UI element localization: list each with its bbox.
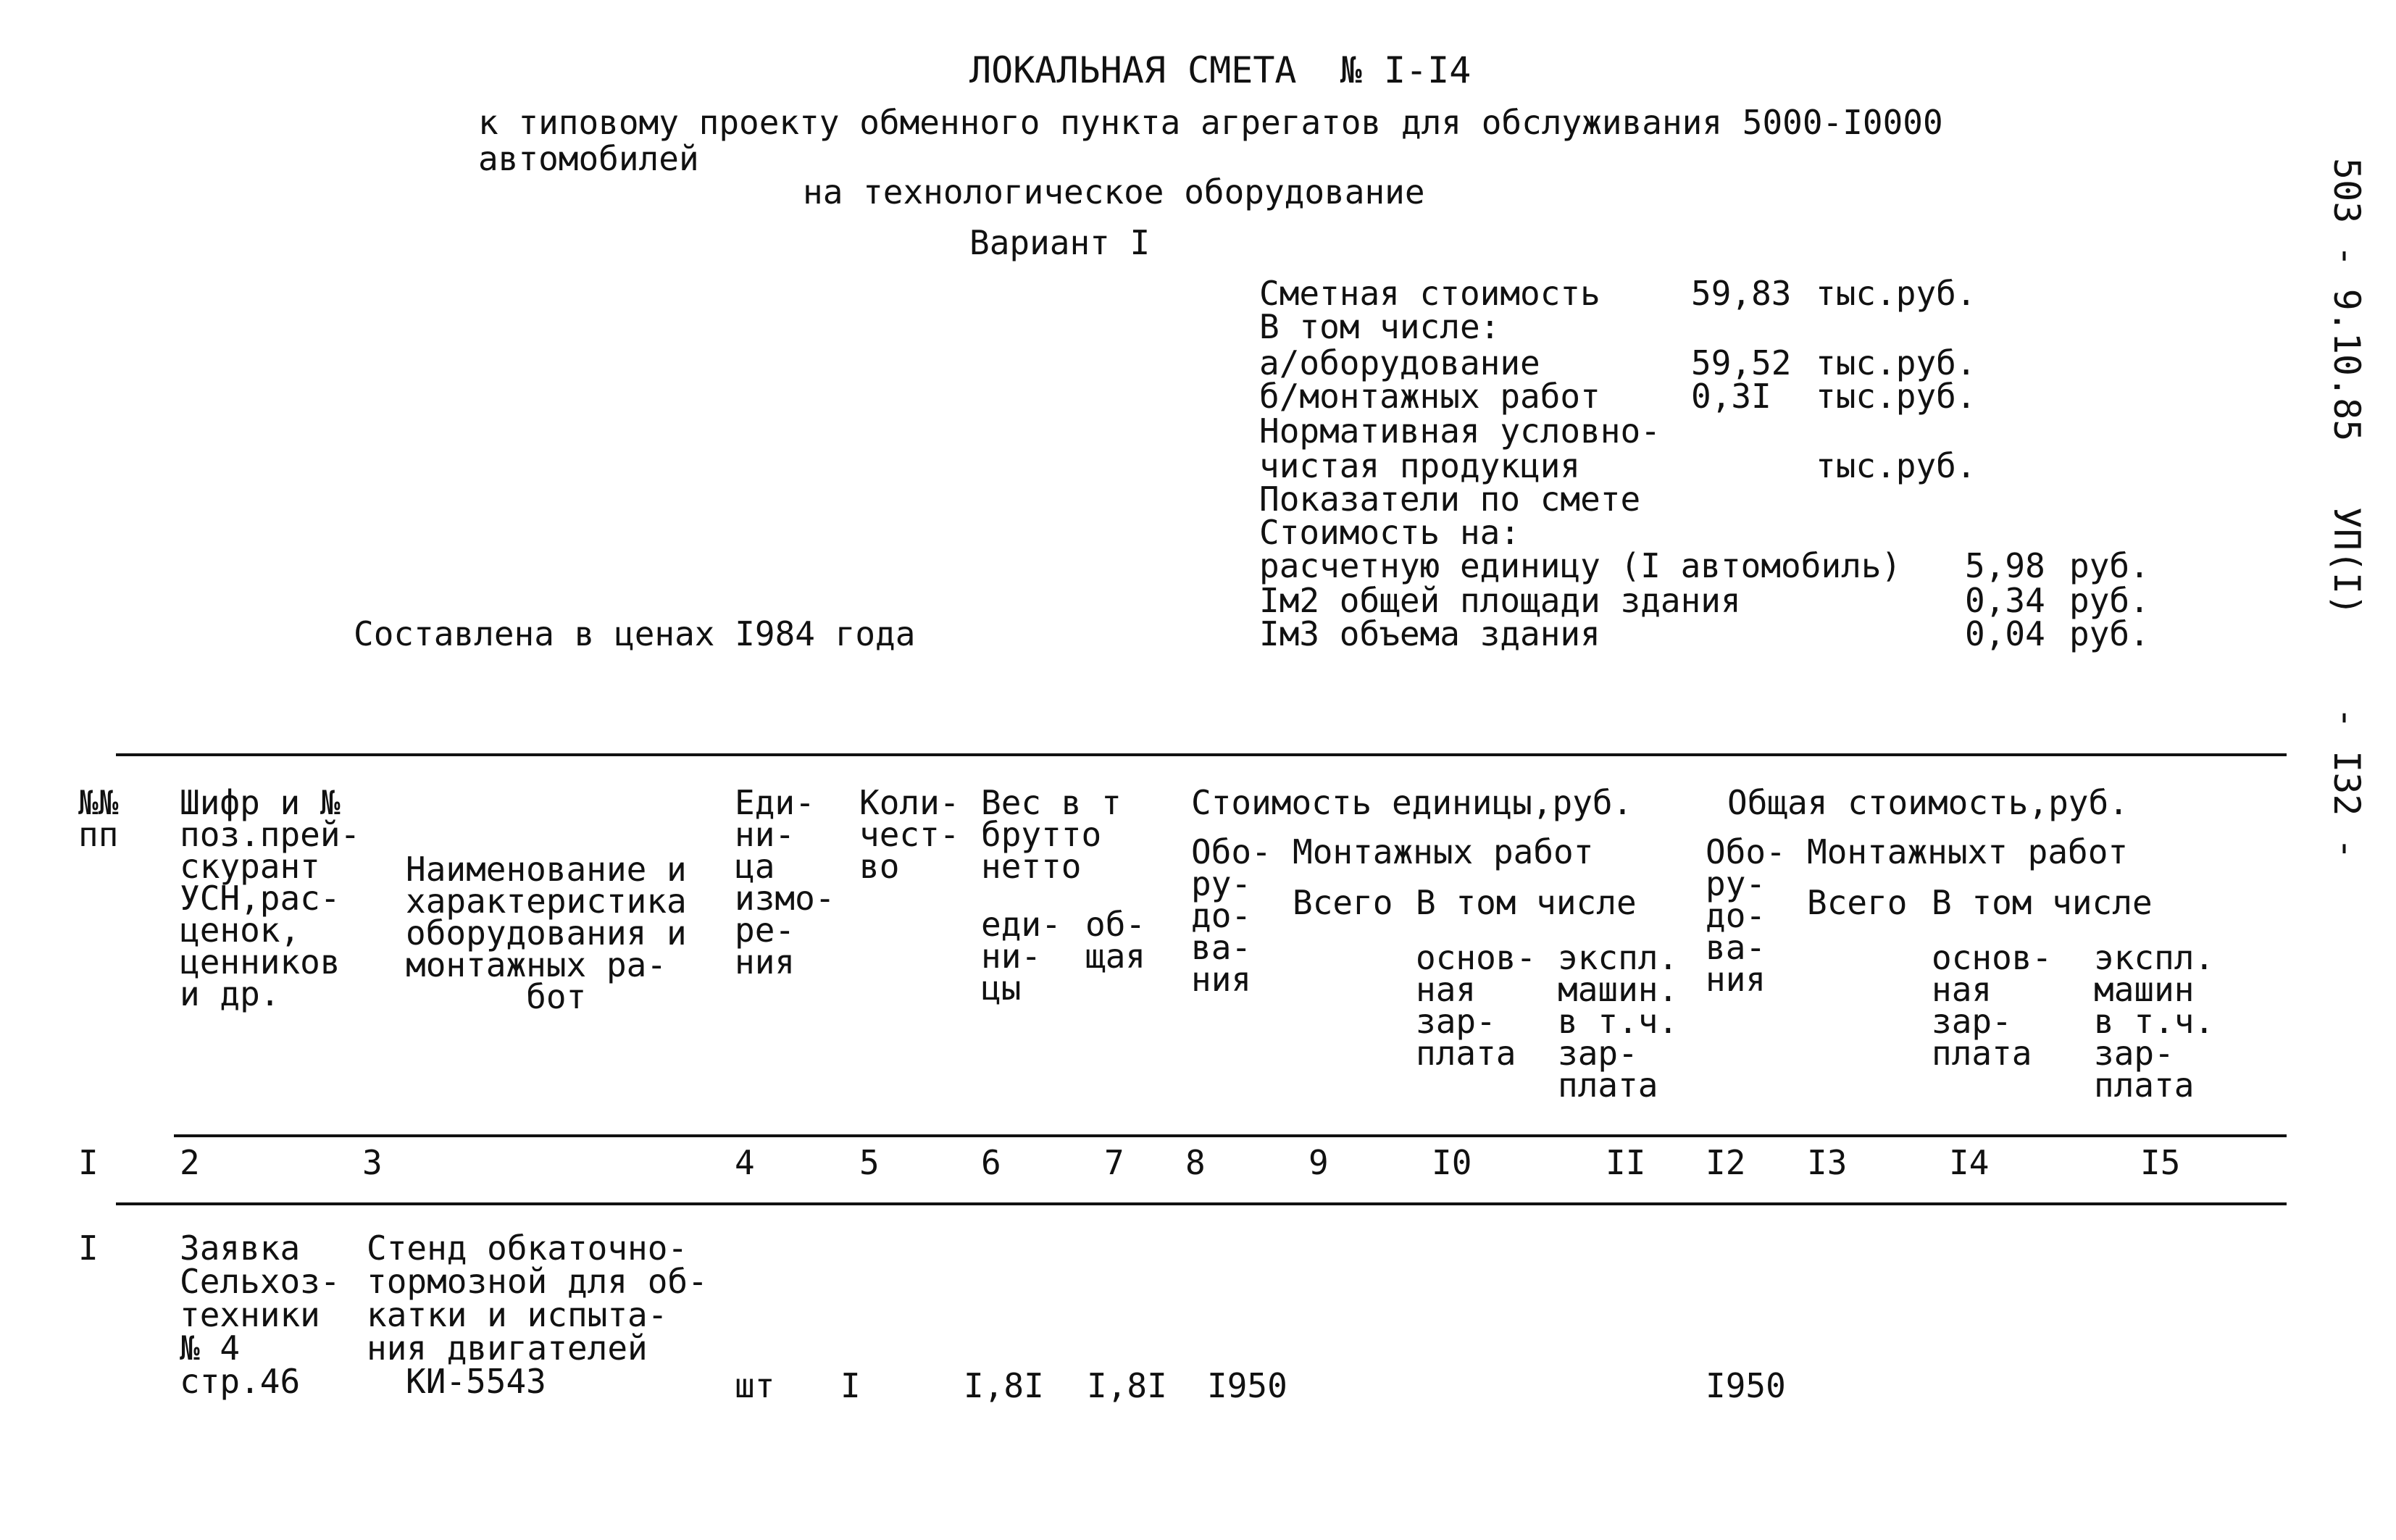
header-col13: Всего: [1807, 883, 1908, 922]
summary-per-unit-unit: руб.: [2069, 546, 2150, 585]
subtitle-line1: к типовому проекту обменного пункта агрегатов для обслуживания 5000-I0000: [478, 103, 1943, 142]
summary-per-m3-unit: руб.: [2069, 614, 2150, 653]
row-number: I: [78, 1229, 99, 1268]
row-model: КИ-5543: [406, 1362, 546, 1401]
colnum-10: I0: [1432, 1143, 1472, 1182]
colnum-1: I: [78, 1143, 99, 1182]
summary-mount-unit: тыс.руб.: [1816, 377, 1977, 416]
summary-label-per-m3: Iм3 объема здания: [1259, 614, 1600, 653]
summary-per-m3-value: 0,04: [1965, 614, 2045, 653]
colnum-bottom-rule: [116, 1202, 2287, 1205]
summary-equip-unit: тыс.руб.: [1816, 343, 1977, 382]
header-incl: В том числе: [1416, 883, 1637, 922]
colnum-7: 7: [1104, 1143, 1124, 1182]
header-col9: Всего: [1293, 883, 1393, 922]
summary-total-value: 59,83: [1691, 274, 1792, 313]
header-bottom-rule: [174, 1134, 2287, 1137]
header-col12: Обо- ру- до- ва- ния: [1706, 832, 1786, 999]
summary-per-unit-value: 5,98: [1965, 546, 2045, 585]
row-weight-unit: I,8I: [964, 1366, 1044, 1405]
summary-label-indicators: Показатели по смете: [1259, 480, 1641, 519]
subtitle-line2: автомобилей: [478, 139, 699, 178]
colnum-11: II: [1606, 1143, 1646, 1182]
header-col1: №№ пп: [78, 783, 119, 854]
colnum-5: 5: [859, 1143, 880, 1182]
colnum-9: 9: [1308, 1143, 1329, 1182]
variant-label: Вариант I: [969, 223, 1151, 262]
header-col6: еди- ни- цы: [981, 905, 1061, 1008]
header-col10: основ- ная зар- плата: [1416, 938, 1537, 1073]
header-col11: экспл. машин. в т.ч. зар- плата: [1558, 938, 1679, 1105]
subtitle-line3: на технологическое оборудование: [803, 172, 1425, 212]
summary-label-per-unit: расчетную единицу (I автомобиль): [1259, 546, 1902, 585]
summary-label-ncp1: Нормативная условно-: [1259, 411, 1661, 451]
colnum-15: I5: [2140, 1143, 2181, 1182]
colnum-8: 8: [1185, 1143, 1206, 1182]
row-name: Стенд обкаточно- тормозной для об- катки и испыта- ния двигателей: [367, 1229, 708, 1368]
header-col3: Наименование и характеристика оборудования и монтажных ра- бот: [406, 850, 687, 1016]
colnum-6: 6: [981, 1143, 1001, 1182]
summary-label-per-m2: Iм2 общей площади здания: [1259, 581, 1741, 620]
header-mount-works2: Монтажныхт работ: [1807, 832, 2129, 871]
colnum-12: I2: [1706, 1143, 1746, 1182]
colnum-4: 4: [735, 1143, 755, 1182]
summary-per-m2-value: 0,34: [1965, 581, 2045, 620]
summary-label-costfor: Стоимость на:: [1259, 513, 1521, 552]
colnum-13: I3: [1807, 1143, 1848, 1182]
header-mount-works: Монтажных работ: [1293, 832, 1594, 871]
summary-label-equip: а/оборудование: [1259, 343, 1540, 382]
document-title: ЛОКАЛЬНАЯ СМЕТА № I-I4: [969, 49, 1472, 91]
summary-mount-value: 0,3I: [1691, 377, 1771, 416]
summary-equip-value: 59,52: [1691, 343, 1792, 382]
summary-label-incl: В том числе:: [1259, 307, 1500, 346]
side-page-number: - I32 -: [2326, 707, 2368, 860]
header-incl2: В том числе: [1932, 883, 2153, 922]
header-col5: Коли- чест- во: [859, 783, 960, 886]
summary-label-ncp2: чистая продукция: [1259, 446, 1581, 485]
header-weight: Вес в т брутто нетто: [981, 783, 1122, 886]
colnum-14: I4: [1949, 1143, 1990, 1182]
row-weight-total: I,8I: [1087, 1366, 1167, 1405]
colnum-2: 2: [180, 1143, 200, 1182]
row-code: Заявка Сельхоз- техники № 4 стр.46: [180, 1229, 341, 1401]
row-qty: I: [840, 1366, 861, 1405]
summary-label-total: Сметная стоимость: [1259, 274, 1600, 313]
summary-ncp-unit: тыс.руб.: [1816, 446, 1977, 485]
compiled-note: Составлена в ценах I984 года: [354, 614, 916, 653]
header-col14: основ- ная зар- плата: [1932, 938, 2053, 1073]
header-col4: Еди- ни- ца измо- ре- ния: [735, 783, 835, 982]
row-unit: шт: [735, 1366, 775, 1405]
header-col7: об- щая: [1085, 905, 1146, 976]
summary-per-m2-unit: руб.: [2069, 581, 2150, 620]
header-col15: экспл. машин в т.ч. зар- плата: [2094, 938, 2215, 1105]
row-equip-unit-cost: I950: [1207, 1366, 1287, 1405]
header-col8: Обо- ру- до- ва- ния: [1191, 832, 1272, 999]
colnum-3: 3: [362, 1143, 383, 1182]
row-equip-total-cost: I950: [1706, 1366, 1786, 1405]
header-unit-cost: Стоимость единицы,руб.: [1191, 783, 1633, 822]
header-total-cost: Общая стоимость,руб.: [1727, 783, 2129, 822]
summary-total-unit: тыс.руб.: [1816, 274, 1977, 313]
table-top-rule: [116, 753, 2287, 756]
summary-label-mount: б/монтажных работ: [1259, 377, 1600, 416]
side-project-code: 503 - 9.10.85 УП(I): [2326, 158, 2368, 616]
header-col2: Шифр и № поз.прей- скурант УСН,рас- ценок, ценников и др.: [180, 783, 361, 1013]
